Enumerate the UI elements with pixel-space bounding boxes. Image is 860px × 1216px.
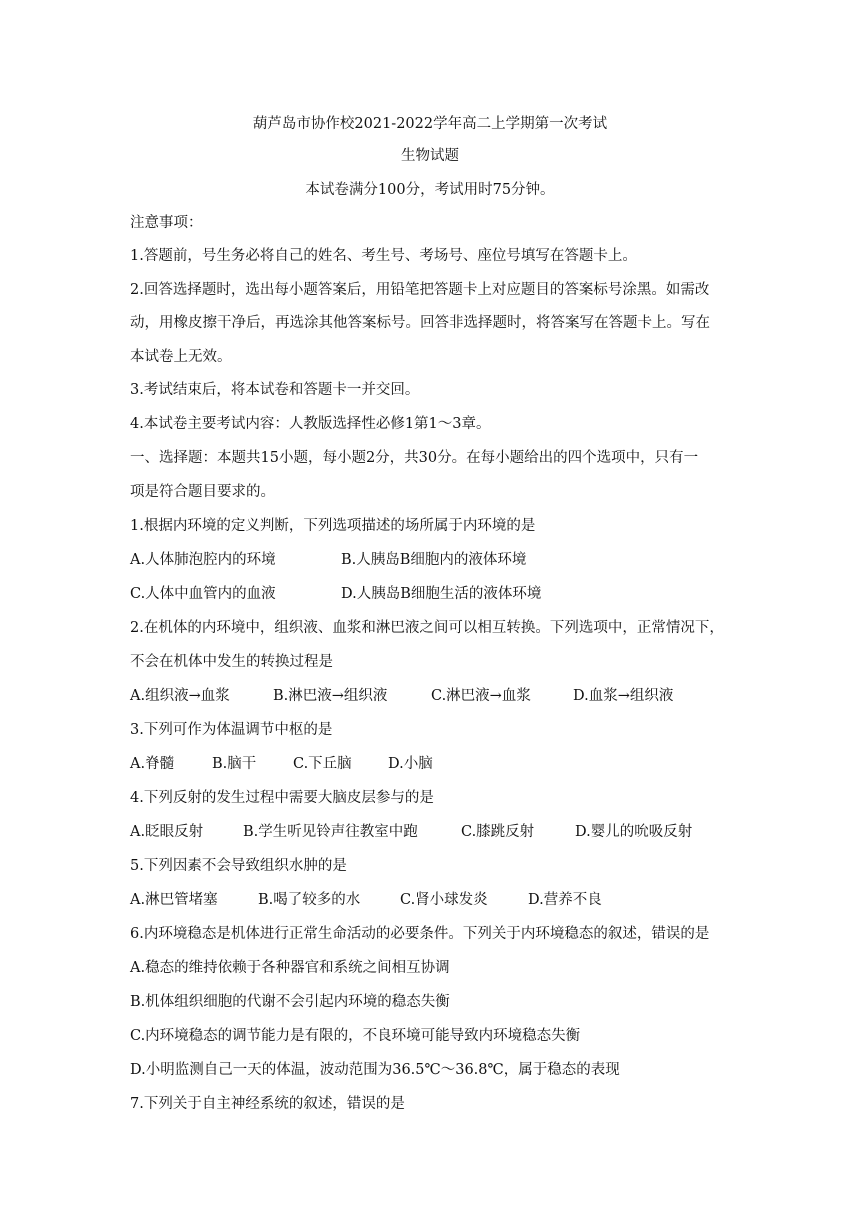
question-5-stem: 5.下列因素不会导致组织水肿的是	[130, 858, 347, 874]
section-1-intro-line-2: 项是符合题目要求的。	[130, 484, 275, 500]
option-d: D.营养不良	[528, 892, 602, 908]
option-c: C.膝跳反射	[461, 824, 535, 840]
question-6-option-a: A.稳态的维持依赖于各种器官和系统之间相互协调	[130, 960, 450, 976]
option-b: B.学生听见铃声往教室中跑	[243, 824, 418, 840]
question-3-stem: 3.下列可作为体温调节中枢的是	[130, 722, 333, 738]
option-a: A.脊髓	[130, 756, 175, 772]
exam-title: 葫芦岛市协作校2021-2022学年高二上学期第一次考试	[252, 116, 608, 132]
option-d: D.血浆→组织液	[573, 688, 674, 704]
option-b: B.喝了较多的水	[258, 892, 361, 908]
question-6-stem: 6.内环境稳态是机体进行正常生命活动的必要条件。下列关于内环境稳态的叙述，错误的是	[130, 926, 710, 942]
option-b: B.人胰岛B细胞内的液体环境	[341, 552, 527, 568]
option-a: A.人体肺泡腔内的环境	[130, 552, 276, 568]
option-c: C.肾小球发炎	[400, 892, 488, 908]
note-3: 3.考试结束后，将本试卷和答题卡一并交回。	[130, 382, 420, 398]
question-6-option-d: D.小明监测自己一天的体温，波动范围为36.5℃～36.8℃，属于稳态的表现	[130, 1062, 620, 1078]
option-a: A.组织液→血浆	[130, 688, 230, 704]
option-c: C.下丘脑	[293, 756, 352, 772]
question-1-stem: 1.根据内环境的定义判断，下列选项描述的场所属于内环境的是	[130, 518, 536, 534]
question-6-option-b: B.机体组织细胞的代谢不会引起内环境的稳态失衡	[130, 994, 450, 1010]
option-d: D.婴儿的吮吸反射	[575, 824, 693, 840]
note-2-line-3: 本试卷上无效。	[130, 349, 232, 365]
exam-subject: 生物试题	[401, 148, 459, 164]
option-d: D.人胰岛B细胞生活的液体环境	[341, 586, 542, 602]
question-2-stem-line-2: 不会在机体中发生的转换过程是	[130, 654, 333, 670]
question-7-stem: 7.下列关于自主神经系统的叙述，错误的是	[130, 1096, 405, 1112]
question-4-stem: 4.下列反射的发生过程中需要大脑皮层参与的是	[130, 790, 434, 806]
option-a: A.淋巴管堵塞	[130, 892, 218, 908]
exam-info: 本试卷满分100分，考试用时75分钟。	[305, 182, 555, 198]
question-2-stem-line-1: 2.在机体的内环境中，组织液、血浆和淋巴液之间可以相互转换。下列选项中，正常情况下，	[130, 620, 724, 636]
option-c: C.淋巴液→血浆	[431, 688, 531, 704]
option-a: A.眨眼反射	[130, 824, 204, 840]
note-2-line-1: 2.回答选择题时，选出每小题答案后，用铅笔把答题卡上对应题目的答案标号涂黑。如需改	[130, 282, 710, 298]
section-1-intro-line-1: 一、选择题：本题共15小题，每小题2分，共30分。在每小题给出的四个选项中，只有一	[130, 450, 699, 466]
option-c: C.人体中血管内的血液	[130, 586, 276, 602]
note-1: 1.答题前，号生务必将自己的姓名、考生号、考场号、座位号填写在答题卡上。	[130, 248, 637, 264]
question-6-option-c: C.内环境稳态的调节能力是有限的，不良环境可能导致内环境稳态失衡	[130, 1028, 581, 1044]
option-d: D.小脑	[388, 756, 433, 772]
option-b: B.淋巴液→组织液	[273, 688, 388, 704]
option-b: B.脑干	[212, 756, 257, 772]
note-4: 4.本试卷主要考试内容：人教版选择性必修1第1～3章。	[130, 416, 491, 432]
note-2-line-2: 动，用橡皮擦干净后，再选涂其他答案标号。回答非选择题时，将答案写在答题卡上。写在	[130, 315, 710, 331]
notes-heading: 注意事项：	[130, 215, 203, 231]
